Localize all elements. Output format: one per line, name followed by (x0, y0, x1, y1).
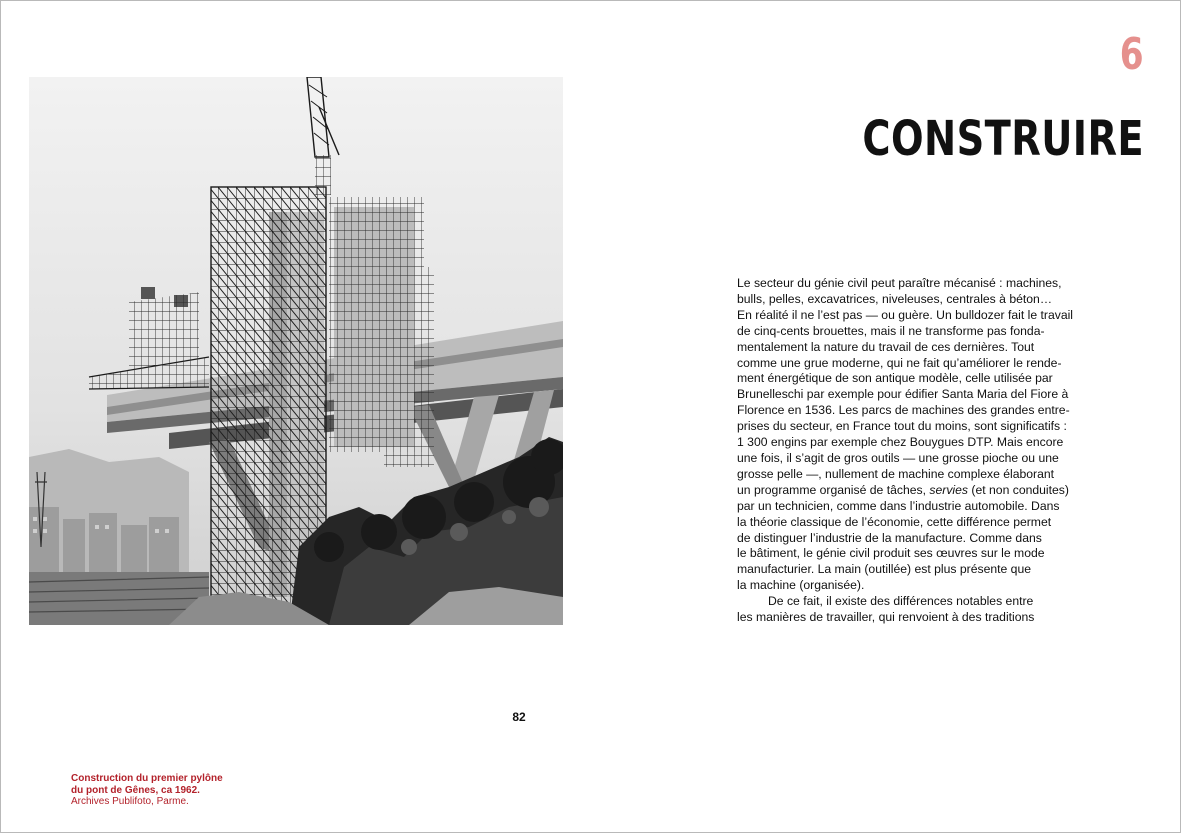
body-line: mentalement la nature du travail de ces dernières. Tout (737, 339, 1035, 354)
body-line: bulls, pelles, excavatrices, niveleuses, centrales à béton… (737, 291, 1053, 306)
caption-credit: Archives Publifoto, Parme. (71, 796, 189, 807)
body-line: par un technicien, comme dans l’industrie automobile. Dans (737, 498, 1060, 513)
body-line: prises du secteur, en France tout du moins, sont significatifs : (737, 419, 1067, 434)
body-line: 1 300 engins par exemple chez Bouygues DTP. Mais encore (737, 435, 1064, 450)
body-line: ment énergétique de son antique modèle, celle utilisée par (737, 371, 1053, 386)
bridge-construction-photo (29, 77, 563, 625)
body-text (737, 276, 1074, 626)
body-line: de distinguer l’industrie de la manufacture. Comme dans (737, 530, 1042, 545)
body-line: la théorie classique de l’économie, cette différence permet (737, 514, 1052, 529)
paragraph-2-first-line: De ce fait, il existe des différences notables entre (768, 594, 1034, 609)
body-line: Florence en 1536. Les parcs de machines des grandes entre- (737, 403, 1070, 418)
body-line: de cinq-cents brouettes, mais il ne transforme pas fonda- (737, 323, 1045, 338)
photo-caption (71, 773, 271, 808)
body-text-segment: un programme organisé de tâches, (737, 482, 930, 497)
body-line: grosse pelle —, nullement de machine complexe élaborant (737, 466, 1055, 481)
body-line: manufacturier. La main (outillée) est plus présente que (737, 562, 1032, 577)
body-line-with-italic (737, 483, 1067, 499)
body-line: le bâtiment, le génie civil produit ses œuvres sur le mode (737, 546, 1045, 561)
caption-title-line-1: Construction du premier pylône (71, 773, 223, 784)
body-line: la machine (organisée). (737, 578, 865, 593)
chapter-title: CONSTRUIRE (862, 111, 1144, 167)
body-text-segment: (et non conduites) (968, 482, 1069, 497)
italic-word: servies (929, 482, 969, 497)
body-line: les manières de travailler, qui renvoient à des traditions (737, 610, 1035, 625)
body-line: Brunelleschi par exemple pour édifier Santa Maria del Fiore à (737, 387, 1069, 402)
page-number: 82 (512, 710, 526, 724)
caption-title-line-2: du pont de Gênes, ca 1962. (71, 784, 200, 796)
body-line: En réalité il ne l’est pas — ou guère. Un bulldozer fait le travail (737, 307, 1074, 322)
chapter-number: 6 (1120, 29, 1144, 80)
body-line: comme une grue moderne, qui ne fait qu’améliorer le rende- (737, 355, 1062, 370)
body-line: une fois, il s’agit de gros outils — une grosse pioche ou une (737, 450, 1059, 465)
body-line: Le secteur du génie civil peut paraître mécanisé : machines, (737, 276, 1062, 290)
